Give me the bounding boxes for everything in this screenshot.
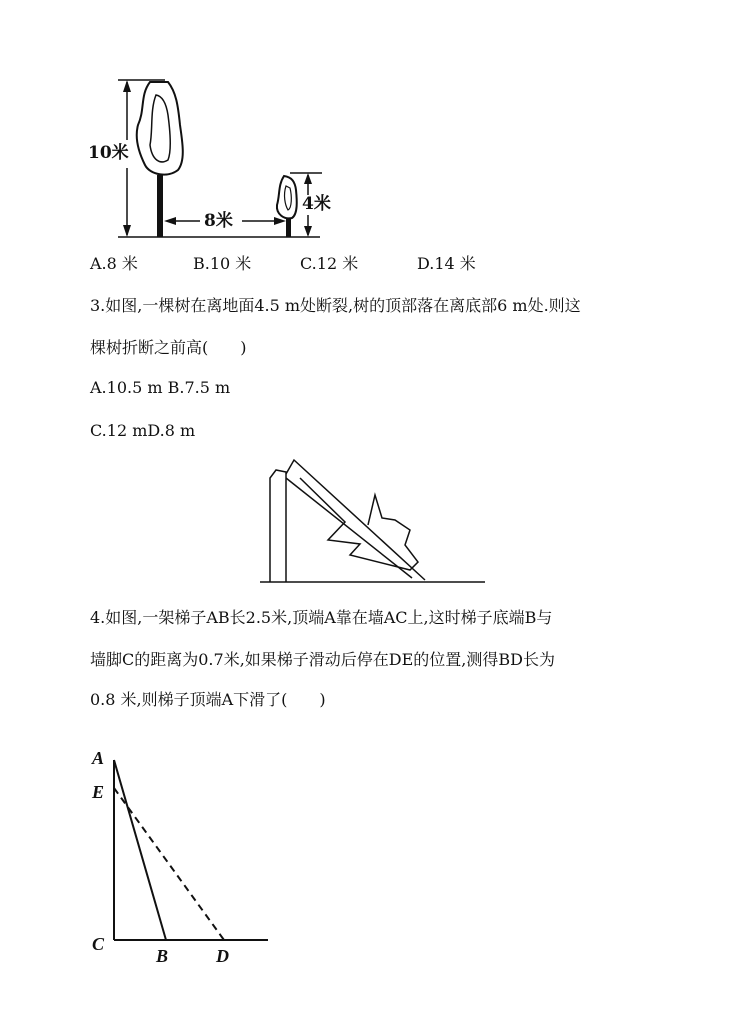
q2-option-b: B.10 米 <box>193 254 252 273</box>
point-e-label: E <box>92 782 105 802</box>
q4-stem-line2: 墙脚C的距离为0.7米,如果梯子滑动后停在DE的位置,测得BD长为 <box>90 650 555 669</box>
q2-option-d: D.14 米 <box>417 254 476 273</box>
q3-stem-line2: 棵树折断之前高( ) <box>90 338 247 357</box>
q2-option-a: A.8 米 <box>90 254 138 273</box>
q4-stem-line3: 0.8 米,则梯子顶端A下滑了( ) <box>90 690 326 709</box>
q2-option-c: C.12 米 <box>300 254 359 273</box>
short-tree-height-label: 4米 <box>302 194 331 214</box>
point-d-label: D <box>216 946 229 966</box>
q3-options-line1: A.10.5 m B.7.5 m <box>90 378 231 397</box>
point-b-label: B <box>156 946 169 966</box>
q3-stem-line1: 3.如图,一棵树在离地面4.5 m处断裂,树的顶部落在离底部6 m处.则这 <box>90 296 581 315</box>
point-c-label: C <box>92 934 105 954</box>
distance-label: 8米 <box>204 211 233 231</box>
point-a-label: A <box>92 748 105 768</box>
q3-options-line2: C.12 mD.8 m <box>90 421 196 440</box>
tall-tree-height-label: 10米 <box>88 143 129 163</box>
q4-stem-line1: 4.如图,一架梯子AB长2.5米,顶端A靠在墙AC上,这时梯子底端B与 <box>90 608 553 627</box>
